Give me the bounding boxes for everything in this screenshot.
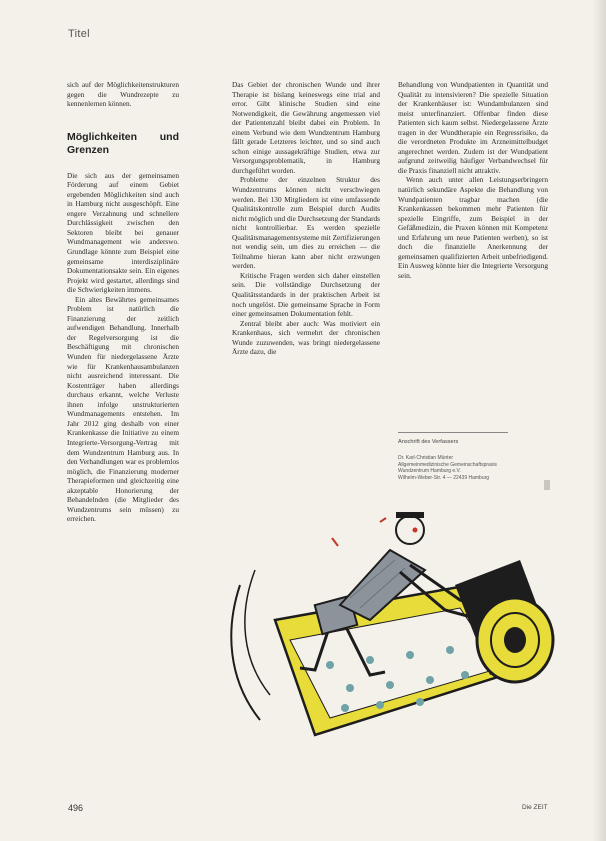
author-line: Allgemeinmedizinische Gemeinschaftspraxis [398, 461, 497, 468]
col1-intro: sich auf der Möglichkeitenstrukturen gegen die Wundrezepte zu kennenlernen können. [67, 80, 179, 109]
journal-name: Die ZEIT [522, 804, 548, 811]
page-number: 496 [68, 803, 84, 813]
author-line: Wilhelm-Weber-Str. 4 — 22439 Hamburg [398, 474, 490, 481]
author-line: Dr. Karl-Christian Münter [398, 455, 454, 461]
column-1 [67, 80, 179, 524]
page-edge-marker [544, 480, 550, 490]
column-3 [398, 80, 548, 280]
subheading: Möglichkeiten und Grenzen [67, 130, 179, 156]
col1-paragraph: Die sich aus der gemeinsamen Förderung auf einem Gebiet ergebenden Möglichkeiten sind auch in Hamburg nicht ausgeschöpft. Eine engere Verzahnung und schnellere Durchlässigkeit zwischen den Sektoren bleibt bei genauer Wundmanagement wie anderswo. Grundlage könnte zum Beispiel eine gemeinsame interdisziplinäre Dokumentationsakte sein. Ein eigenes Projekt wird gestartet, allerdings sind die Schwierigkeiten immens. [67, 170, 179, 295]
col2-paragraph: Das Gebiet der chronischen Wunde und ihrer Therapie ist bislang keineswegs eine trial and error. Gibt klinische Studien sind eine Notwendigkeit, die Gewährung angemessen viel der Patientenzahl bleibt dabei ein Problem. In einem Verbund wie dem Wundzentrum Hamburg fällt gerade Letzteres leichter, und so sind auch schon einige aussagekräftige Studien, etwa zur Versorgungsproblematik, in Hamburg durchgeführt worden. [232, 80, 380, 175]
col3-paragraph: Wenn auch unter allen Leistungserbringern natürlich sekundäre Aspekte die Behandlung von Wundpatienten tragbar machen (die Krankenkassen bekommen mehr Patienten für spezielle Eingriffe, zum Beispiel in der Gefäßmedizin, die Praxen können mit Kompetenz und Erfahrung um neue Patienten werben), so ist doch die finanzielle Anerkennung der gemeinsamen qualifizierten Arbeit unbefriedigend. Ein Ausweg könnte hier die Integrierte Versorgung sein. [398, 175, 548, 280]
accent-mark [332, 538, 338, 546]
col2-paragraph: Zentral bleibt aber auch: Was motiviert ein Krankenhaus, sich vermehrt der chronischen Wunde zuzuwenden, was bringt niedergelassene Ärzte dazu, die [232, 318, 380, 357]
accent-mark [380, 518, 386, 522]
illustration-man-rolling-bandage [220, 490, 560, 790]
col2-paragraph: Probleme der einzelnen Struktur des Wundzentrums können nicht verschwiegen werden. Bei 130 Mitgliedern ist eine umfassende Qualitätskontrolle zum Beispiel durch Audits nicht möglich und die Durchsetzung der Standards nicht kontrollierbar. Es werden spezielle Qualitätsmanagementsysteme mit Zertifizierungen not wendig sein, um dies zu erreichen — die Teilnahme hieran kann aber nicht erzwungen werden. [232, 175, 380, 271]
author-box-title: Anschrift des Verfassers [398, 439, 459, 445]
author-address-box [398, 432, 508, 481]
column-2 [232, 80, 380, 357]
section-header: Titel [68, 28, 90, 40]
motion-line [245, 570, 270, 695]
author-line: Wundzentrum Hamburg e.V. [398, 468, 461, 475]
col2-paragraph: Kritische Fragen werden sich daher einstellen sein. Die vollständige Durchsetzung der Qualitätsstandards in der praktischen Arbeit ist noch ungelöst. Die gemeinsame Sprache in Form einer gemeinsamen Dokumentation fehlt. [232, 270, 380, 319]
col1-paragraph: Ein altes Bewährtes gemeinsames Problem ist natürlich die Finanzierung der zeitlich aufwendigen Behandlung. Innerhalb der Regelversorgung ist die Beschäftigung mit chronischen Wunden für niedergelassene Ärzte wie für Krankenhausambulanzen nicht ausreichend interessant. Die Kostenträger haben allerdings durchaus erkannt, welche Verluste ihnen infolge unstrukturierten Wundmanagements entstehen. Im Jahr 2012 ging deshalb von einer Krankenkasse die Initiative zu einem Integrierte-Versorgung-Vertrag mit dem Wundzentrum Hamburg aus. In den Verhandlungen war es problemlos möglich, die Finanzierung moderner Therapieformen und gleichzeitig eine akzeptable Honorierung der Behandelnden (die Mitglieder des Wundzentrums sein müssen) zu erreichen. [67, 294, 179, 524]
col3-paragraph: Behandlung von Wundpatienten in Quantität und Qualität zu intensivieren? Die spezielle Situation der Krankenhäuser ist: Wundambulanzen sind meist unterfinanziert. Offenbar finden diese Patienten sich kaum selbst. Niedergelassene Ärzte tragen in der Wundtherapie ein Regressrisiko, da die verordneten Produkte im Arzneimittelbudget angerechnet werden. Zudem ist der Wundpatient aufgrund zeitweilig häufiger Verbandwechsel für die Praxis finanziell nicht attraktiv. [398, 80, 548, 175]
page-edge-shadow [592, 0, 606, 841]
